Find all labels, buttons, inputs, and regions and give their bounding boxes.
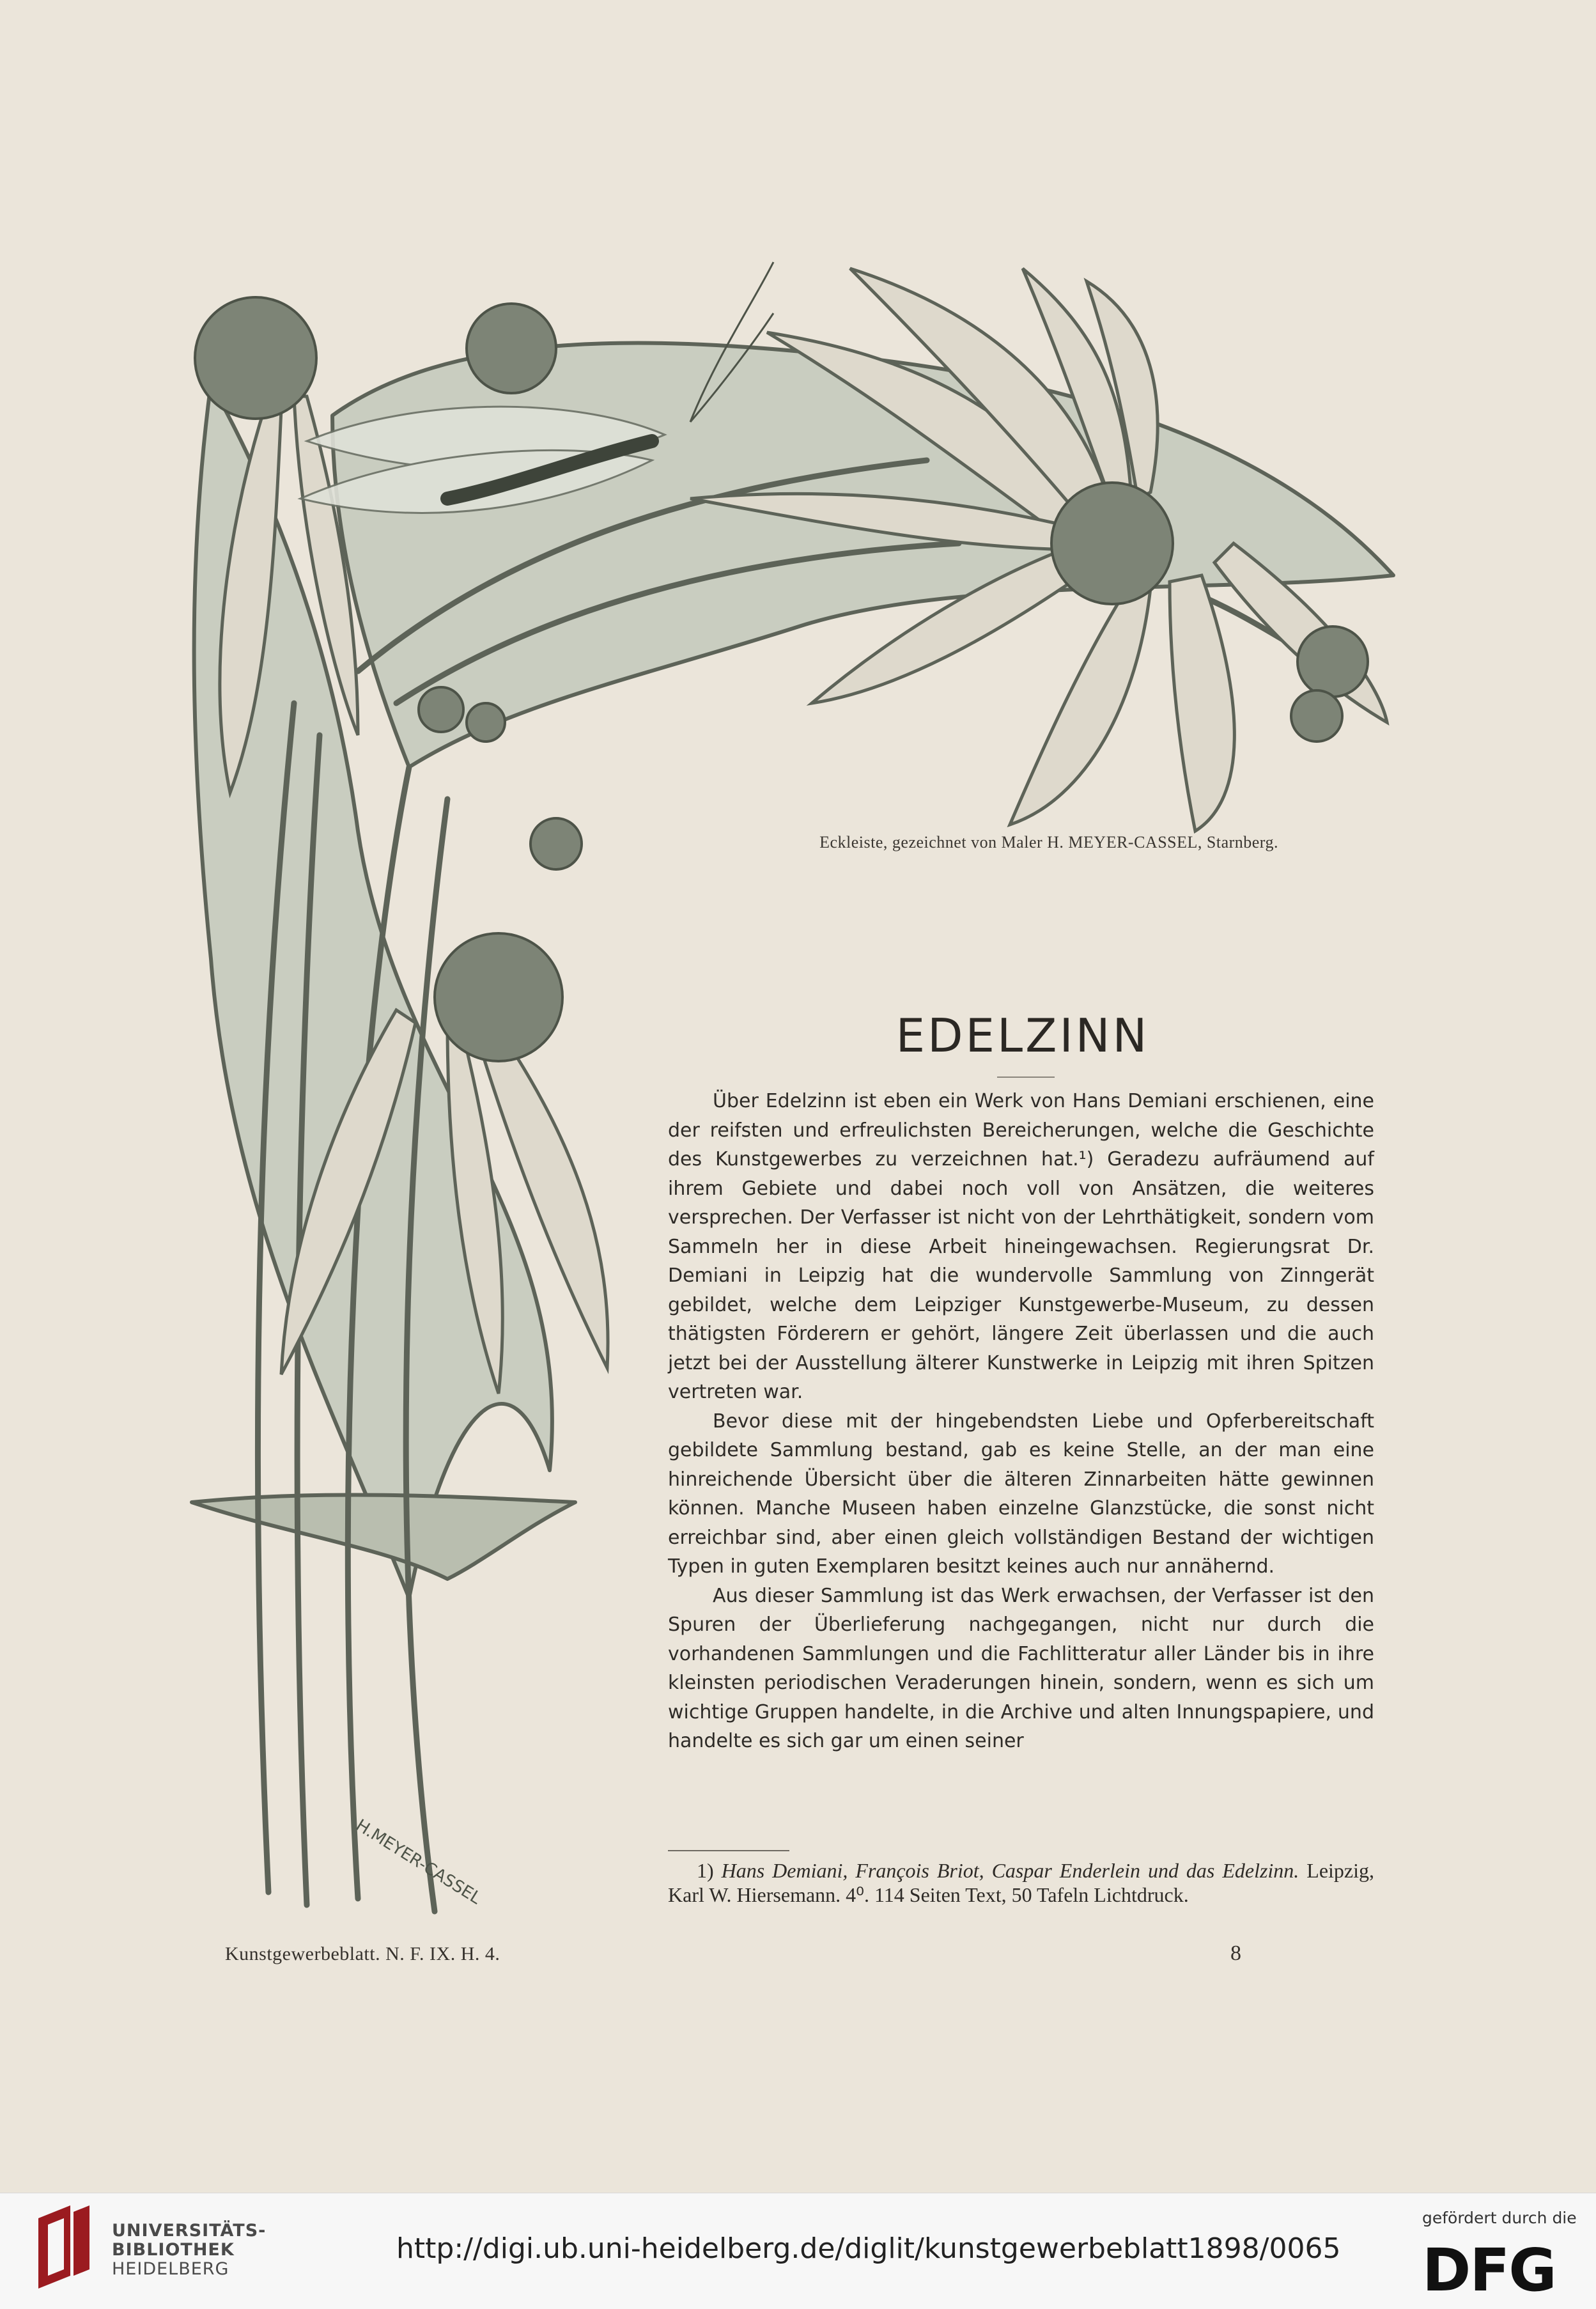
page-number: 8 [1230, 1941, 1241, 1965]
library-name-line3: HEIDELBERG [112, 2259, 229, 2279]
library-name-line1: UNIVERSITÄTS- [112, 2221, 267, 2241]
paragraph: Aus dieser Sammlung ist das Werk erwachsen, der Verfasser ist den Spuren der Überlieferung nachgegangen, nicht nur durch die vorhandenen Sammlungen und die Fachlitteratur aller Länder bis in ihre kleinsten periodischen Veraderungen hinein, sondern, wenn es sich um wichtige Gruppen handelte, in die Archive und alten Innungspapiere, und handelte es sich gar um einen seiner [668, 1584, 1374, 1752]
dfg-logo[interactable]: DFG [1422, 2236, 1556, 2305]
journal-reference: Kunstgewerbeblatt. N. F. IX. H. 4. [225, 1943, 500, 1964]
footnote-divider [668, 1850, 789, 1851]
library-name-line2: BIBLIOTHEK [112, 2240, 235, 2260]
footnote-details: Leipzig, Karl W. Hiersemann. 4⁰. 114 Seiten Text, 50 Tafeln Lichtdruck. [668, 1859, 1375, 1906]
footnote [668, 1858, 1374, 1907]
funding-note: gefördert durch die [1422, 2209, 1577, 2227]
artist-signature: H.MEYER-CASSEL [352, 1815, 484, 1909]
library-name[interactable] [112, 2221, 266, 2279]
article-title: EDELZINN [895, 1009, 1150, 1063]
footnote-marker: 1) [697, 1859, 714, 1882]
title-divider [997, 1077, 1055, 1078]
illustration-caption: Eckleiste, gezeichnet von Maler H. MEYER-CASSEL, Starnberg. [819, 833, 1278, 851]
library-logo-icon[interactable] [32, 2205, 96, 2289]
paragraph: Über Edelzinn ist eben ein Werk von Hans Demiani erschienen, eine der reifsten und erfreulichsten Bereicherungen, welche die Geschichte des Kunstgewerbes zu verzeichnen hat.¹) Geradezu aufräumend auf ihrem Gebiete und dabei noch voll von Ansätzen, die weiteres versprechen. Der Verfasser ist nicht von der Lehrthätigkeit, sondern vom Sammeln her in diese Arbeit hineingewachsen. Regierungsrat Dr. Demiani in Leipzig hat die wundervolle Sammlung von Zinngerät gebildet, welche dem Leipziger Kunstgewerbe-Museum, zu dessen thätigsten Förderern er gehört, längere Zeit überlassen und die auch jetzt bei der Ausstellung älterer Kunstwerke in Leipzig mit ihren Spitzen vertreten war. [668, 1090, 1374, 1403]
permalink-url[interactable]: http://digi.ub.uni-heidelberg.de/diglit/kunstgewerbeblatt1898/0065 [396, 2232, 1341, 2265]
article-body [668, 1087, 1374, 1756]
paragraph: Bevor diese mit der hingebendsten Liebe und Opferbereitschaft gebildete Sammlung bestand, gab es keine Stelle, an der man eine hinreichende Übersicht über die älteren Zinnarbeiten hätte gewinnen können. Manche Museen haben einzelne Glanzstücke, die sonst nicht erreichbar sind, aber einen gleich vollständigen Bestand der wichtigen Typen in guten Exemplaren besitzt keines auch nur annähernd. [668, 1410, 1374, 1578]
footnote-authors: Hans Demiani, François Briot, Caspar Enderlein und das Edelzinn. [721, 1859, 1299, 1882]
